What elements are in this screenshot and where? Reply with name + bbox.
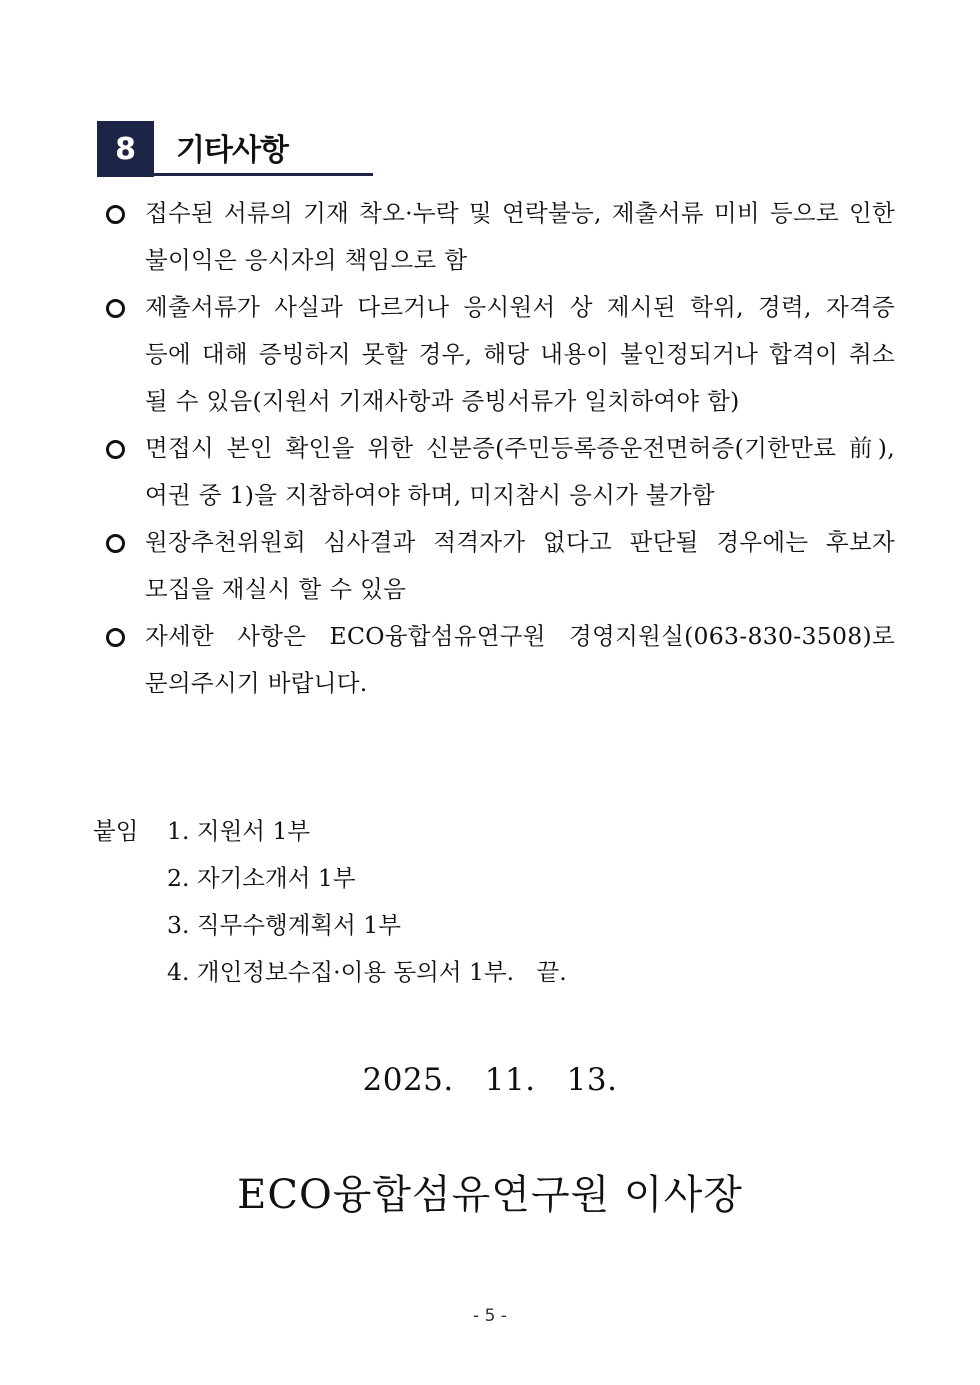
bullet-item <box>105 425 895 519</box>
bullet-text: 원장추천위원회 심사결과 적격자가 없다고 판단될 경우에는 후보자 모집을 재실시 할 수 있음 <box>145 528 895 603</box>
circle-bullet-icon <box>106 440 125 459</box>
bullet-text: 제출서류가 사실과 다르거나 응시원서 상 제시된 학위, 경력, 자격증 등에 대해 증빙하지 못할 경우, 해당 내용이 불인정되거나 합격이 취소 될 수 있음(지원서 기재사항과 증빙서류가 일치하여야 함) <box>145 293 895 415</box>
document-date: 2025. 11. 13. <box>362 1062 618 1098</box>
circle-bullet-icon <box>106 299 125 318</box>
attachment-item: 4. 개인정보수집·이용 동의서 1부. 끝. <box>167 958 567 986</box>
section-underline <box>154 173 373 176</box>
circle-bullet-icon <box>106 534 125 553</box>
bullet-item <box>105 190 895 284</box>
bullet-text: 자세한 사항은 ECO융합섬유연구원 경영지원실(063-830-3508)로 문의주시기 바랍니다. <box>145 622 895 697</box>
attachment-item: 2. 자기소개서 1부 <box>167 864 356 892</box>
attachment-item: 3. 직무수행계획서 1부 <box>167 911 401 939</box>
bullet-item <box>105 613 895 707</box>
section-header <box>97 121 377 177</box>
bullet-text: 면접시 본인 확인을 위한 신분증(주민등록증운전면허증(기한만료 前), 여권 중 1)을 지참하여야 하며, 미지참시 응시가 불가함 <box>145 434 895 509</box>
section-number-badge: 8 <box>97 121 154 177</box>
attachments-label: 붙임 <box>93 817 139 845</box>
bullet-text: 접수된 서류의 기재 착오·누락 및 연락불능, 제출서류 미비 등으로 인한 불이익은 응시자의 책임으로 함 <box>145 199 895 274</box>
bullet-item <box>105 519 895 613</box>
circle-bullet-icon <box>106 628 125 647</box>
page-number: - 5 - <box>473 1306 507 1326</box>
section-title: 기타사항 <box>176 133 288 168</box>
attachments-list <box>167 808 727 996</box>
attachment-item: 1. 지원서 1부 <box>167 817 311 845</box>
circle-bullet-icon <box>106 205 125 224</box>
bullet-item <box>105 284 895 425</box>
bullet-list <box>105 190 895 707</box>
issuer-organization: ECO융합섬유연구원 이사장 <box>237 1172 743 1218</box>
